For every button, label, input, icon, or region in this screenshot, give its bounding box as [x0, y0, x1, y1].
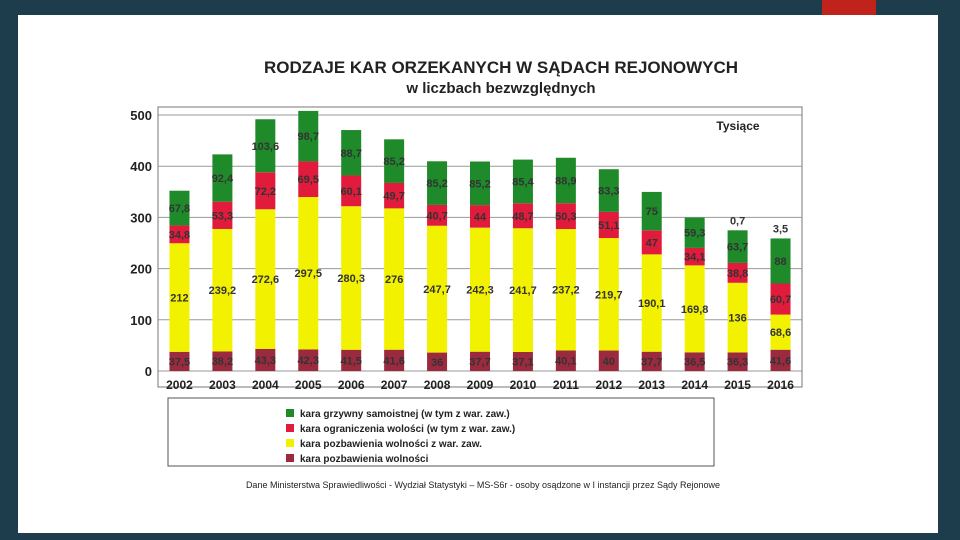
y-tick-label: 0 — [144, 364, 152, 379]
data-label: 190,1 — [637, 298, 666, 311]
data-label: 36,3 — [726, 356, 749, 369]
data-label: 44 — [473, 211, 487, 224]
y-tick-label: 100 — [130, 312, 152, 328]
x-tick-label: 2014 — [681, 378, 709, 392]
extra-data-label: 3,5 — [772, 223, 789, 236]
legend-swatch — [286, 454, 294, 462]
x-tick-label: 2011 — [552, 378, 579, 392]
legend-entry: kara pozbawienia wolności z war. zaw. — [300, 439, 482, 450]
x-tick-label: 2005 — [294, 378, 322, 392]
data-label: 40 — [602, 355, 615, 368]
data-label: 85,2 — [426, 178, 448, 191]
data-label: 36 — [430, 356, 444, 369]
data-label: 41,6 — [769, 355, 792, 368]
data-label: 42,3 — [297, 355, 319, 368]
data-label: 85,2 — [469, 178, 491, 191]
data-label: 63,7 — [726, 241, 749, 254]
data-label: 40,1 — [555, 355, 577, 368]
data-label: 34,8 — [168, 229, 191, 242]
data-label: 37,1 — [512, 356, 534, 369]
accent-tab — [822, 0, 876, 15]
data-label: 136 — [728, 312, 747, 325]
y-tick-label: 500 — [130, 108, 152, 123]
data-label: 37,7 — [469, 356, 491, 369]
data-label: 37,5 — [168, 356, 191, 369]
data-label: 37,7 — [641, 356, 663, 369]
legend-entry: kara ograniczenia wolości (w tym z war. zaw.) — [300, 424, 516, 435]
data-label: 60,7 — [769, 294, 792, 307]
x-tick-label: 2007 — [380, 378, 408, 392]
data-label: 59,3 — [683, 227, 706, 240]
data-label: 68,6 — [769, 327, 792, 340]
data-label: 36,5 — [683, 356, 706, 369]
data-label: 169,8 — [680, 303, 709, 316]
data-label: 50,3 — [555, 211, 577, 224]
data-label: 239,2 — [208, 285, 237, 298]
x-tick-label: 2003 — [209, 378, 236, 392]
x-tick-label: 2004 — [251, 378, 279, 392]
chart-subtitle: w liczbach bezwzględnych — [406, 80, 596, 97]
data-label: 241,7 — [509, 285, 537, 298]
legend-entry: kara pozbawienia wolności — [300, 454, 429, 465]
data-label: 38,8 — [726, 267, 749, 280]
data-label: 212 — [170, 292, 189, 305]
data-label: 247,7 — [423, 284, 451, 297]
legend — [168, 398, 714, 466]
x-tick-label: 2016 — [767, 378, 794, 392]
data-label: 242,3 — [466, 284, 494, 297]
stacked-bar-chart — [18, 15, 938, 533]
data-label: 60,1 — [340, 185, 362, 198]
x-tick-label: 2002 — [166, 378, 193, 392]
y-axis-ticks — [130, 108, 152, 379]
data-label: 53,3 — [211, 210, 234, 223]
data-label: 98,7 — [297, 131, 319, 144]
data-label: 75 — [645, 206, 658, 219]
data-label: 47 — [645, 237, 658, 250]
x-tick-label: 2012 — [595, 378, 623, 392]
source-note: Dane Ministerstwa Sprawiedliwości - Wydział Statystyki – MS-S6r - osoby osądzone w I instancji przez Sądy Rejonowe — [245, 480, 721, 490]
data-label: 49,7 — [383, 190, 405, 203]
data-label: 272,6 — [251, 274, 280, 287]
legend-swatch — [286, 439, 294, 447]
x-tick-label: 2010 — [509, 378, 537, 392]
data-label: 88,7 — [340, 147, 362, 160]
unit-label: Tysiące — [716, 119, 760, 133]
data-label: 297,5 — [294, 268, 323, 281]
x-tick-label: 2008 — [423, 378, 451, 392]
legend-swatch — [286, 409, 294, 417]
x-tick-label: 2015 — [724, 378, 751, 392]
data-label: 34,1 — [683, 251, 706, 264]
data-label: 280,3 — [337, 272, 365, 285]
extra-data-label: 0,7 — [729, 215, 746, 228]
data-label: 67,8 — [168, 203, 191, 216]
legend-swatch — [286, 424, 294, 432]
data-label: 41,5 — [340, 355, 362, 368]
data-label: 43,3 — [254, 354, 277, 367]
data-label: 276 — [384, 274, 404, 287]
data-label: 40,7 — [426, 210, 448, 223]
y-tick-label: 300 — [130, 210, 152, 226]
data-label: 88,9 — [555, 175, 577, 188]
y-tick-label: 400 — [130, 159, 152, 175]
data-label: 237,2 — [552, 284, 580, 297]
data-label: 41,6 — [383, 355, 405, 368]
data-label: 92,4 — [211, 173, 234, 186]
data-label: 103,6 — [251, 140, 280, 153]
data-label: 88 — [774, 255, 787, 268]
slide-panel — [18, 15, 938, 533]
x-axis-ticks — [166, 378, 794, 392]
data-label: 219,7 — [595, 289, 623, 302]
x-tick-label: 2006 — [337, 378, 365, 392]
data-label: 72,2 — [254, 185, 277, 198]
data-label: 51,1 — [598, 219, 620, 232]
chart-title: RODZAJE KAR ORZEKANYCH W SĄDACH REJONOWYCH — [263, 58, 739, 77]
legend-entry: kara grzywny samoistnej (w tym z war. zaw.) — [300, 409, 510, 420]
data-label: 69,5 — [297, 174, 319, 187]
data-label: 48,7 — [512, 210, 534, 223]
data-label: 85,4 — [512, 176, 534, 189]
x-tick-label: 2009 — [466, 378, 494, 392]
data-label: 85,2 — [383, 156, 405, 169]
data-label: 38,2 — [211, 356, 234, 369]
data-label: 83,3 — [598, 185, 620, 198]
y-tick-label: 200 — [130, 261, 152, 277]
x-tick-label: 2013 — [638, 378, 666, 392]
